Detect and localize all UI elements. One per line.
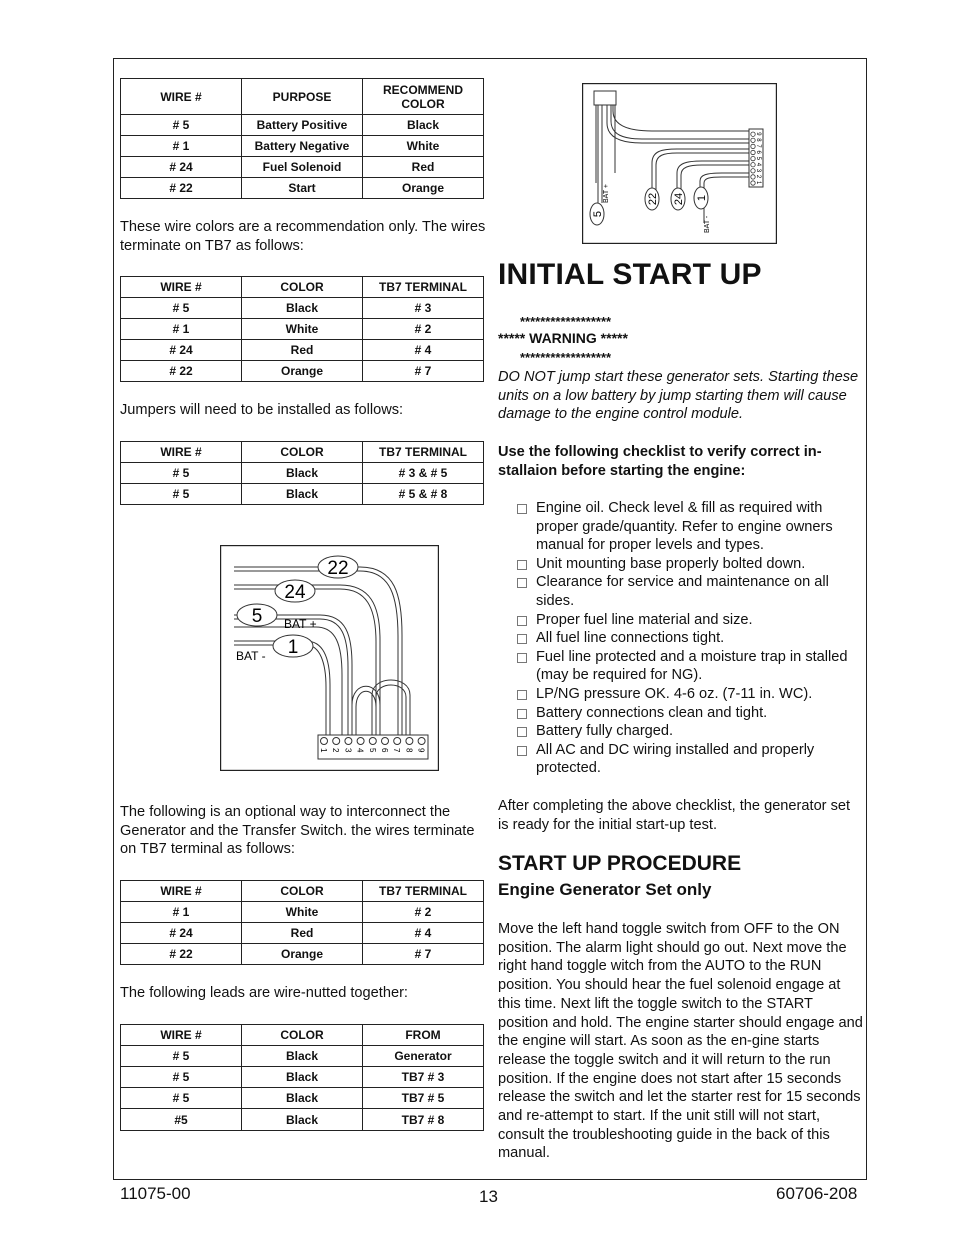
table-row — [121, 298, 484, 319]
table-cell: # 2 — [363, 902, 484, 923]
column-header: FROM — [363, 1025, 484, 1046]
terminal-number: 8 — [755, 138, 761, 142]
diagram1-label-22: 22 — [327, 558, 349, 579]
checkbox-icon — [517, 746, 527, 756]
table-cell: Red — [242, 923, 363, 944]
checkbox-icon — [517, 709, 527, 719]
checklist-item — [516, 704, 866, 723]
table-cell: Black — [242, 463, 363, 484]
terminal-number: 6 — [755, 150, 761, 154]
warning-heading: ***** WARNING ***** — [498, 330, 628, 346]
terminal-screw-icon — [751, 169, 755, 173]
table-row — [121, 115, 484, 136]
optional-interconnect-note: The following is an optional way to interconnect the Generator and the Transfer Switch. the wires terminate on TB7 terminal as follows: — [120, 804, 475, 858]
table-cell: Black — [363, 115, 484, 136]
column-header: RECOMMEND COLOR — [363, 79, 484, 115]
table-cell: # 5 — [121, 1088, 242, 1109]
table-cell: #5 — [121, 1109, 242, 1131]
table-row — [121, 1109, 484, 1131]
terminal-screw-icon — [369, 738, 376, 745]
terminal-screw-icon — [345, 738, 352, 745]
terminal-screw-icon — [751, 156, 755, 160]
checklist-item-text: All fuel line connections tight. — [536, 630, 725, 647]
terminal-screw-icon — [357, 738, 364, 745]
terminal-number: 3 — [755, 168, 761, 173]
table-header-row — [121, 79, 484, 115]
table-cell: # 3 — [363, 298, 484, 319]
terminal-screw-icon — [382, 738, 389, 745]
terminal-number: 2 — [755, 174, 761, 179]
terminal-screw-icon — [333, 738, 340, 745]
table-cell: # 3 & # 5 — [363, 463, 484, 484]
terminal-screw-icon — [418, 738, 425, 745]
column-header: WIRE # — [121, 442, 242, 463]
diagram2-label-5: 5 — [592, 210, 604, 218]
diagram2-label-24: 24 — [673, 192, 685, 206]
column-header: TB7 TERMINAL — [363, 442, 484, 463]
table-cell: # 5 & # 8 — [363, 484, 484, 505]
color-recommendation-note: These wire colors are a recommendation only. The wires terminate on TB7 as follows: — [120, 219, 486, 254]
table-cell: # 24 — [121, 923, 242, 944]
table-row — [121, 136, 484, 157]
checklist-item-text: Battery connections clean and tight. — [536, 704, 768, 721]
jumper-table — [120, 441, 484, 505]
table-cell: # 5 — [121, 298, 242, 319]
table-row — [121, 340, 484, 361]
terminal-number: 7 — [755, 144, 761, 148]
checkbox-icon — [517, 560, 527, 570]
table-row — [121, 361, 484, 382]
diagram1-label-24: 24 — [284, 582, 306, 603]
warning-text: DO NOT jump start these generator sets. Starting these units on a low battery by jump starting them will cause damage to the engine control module. — [498, 369, 859, 423]
terminal-number: 9 — [416, 748, 426, 753]
table-cell: TB7 # 3 — [363, 1067, 484, 1088]
table-cell: TB7 # 8 — [363, 1109, 484, 1131]
table-row — [121, 944, 484, 965]
column-header: COLOR — [242, 442, 363, 463]
checklist-item-text: All AC and DC wiring installed and properly protected. — [536, 741, 815, 777]
table-cell: Black — [242, 1088, 363, 1109]
checklist-item-text: Engine oil. Check level & fill as required with proper grade/quantity. Refer to engine owners manual for proper levels and types. — [536, 500, 833, 554]
terminal-number: 4 — [755, 162, 761, 167]
optional-tb7-table — [120, 880, 484, 965]
table-cell: Black — [242, 1046, 363, 1067]
wire-purpose-table — [120, 78, 484, 199]
table-cell: # 5 — [121, 115, 242, 136]
terminal-screw-icon — [406, 738, 413, 745]
diagram1-bat-minus: BAT - — [236, 649, 266, 663]
table-cell: Orange — [363, 178, 484, 199]
table-row — [121, 463, 484, 484]
table-row — [121, 902, 484, 923]
diagram1-label-5: 5 — [251, 606, 263, 627]
table-cell: TB7 # 5 — [363, 1088, 484, 1109]
after-checklist-text: After completing the above checklist, the generator set is ready for the initial start-up test. — [498, 798, 851, 833]
terminal-screw-icon — [751, 163, 755, 167]
startup-procedure-subtitle: Engine Generator Set only — [498, 880, 712, 899]
table-cell: # 5 — [121, 1046, 242, 1067]
terminal-number: 5 — [755, 156, 761, 160]
table-row — [121, 178, 484, 199]
column-header: WIRE # — [121, 277, 242, 298]
installation-checklist — [516, 499, 866, 778]
terminal-number: 2 — [331, 748, 341, 753]
table-cell: # 4 — [363, 340, 484, 361]
column-header: COLOR — [242, 881, 363, 902]
checklist-item — [516, 611, 866, 630]
checkbox-icon — [517, 690, 527, 700]
table-row — [121, 157, 484, 178]
table-cell: # 5 — [121, 484, 242, 505]
column-header: TB7 TERMINAL — [363, 277, 484, 298]
column-header: COLOR — [242, 1025, 363, 1046]
initial-start-up-title: INITIAL START UP — [498, 258, 762, 291]
wiring-diagram-rotated — [582, 83, 777, 244]
checklist-item — [516, 741, 866, 778]
checklist-item — [516, 722, 866, 741]
table-cell: White — [363, 136, 484, 157]
checkbox-icon — [517, 727, 527, 737]
checklist-item-text: Fuel line protected and a moisture trap in stalled (may be required for NG). — [536, 648, 848, 684]
table-cell: # 22 — [121, 944, 242, 965]
column-header: WIRE # — [121, 881, 242, 902]
table-cell: # 2 — [363, 319, 484, 340]
table-cell: Battery Positive — [242, 115, 363, 136]
terminal-screw-icon — [751, 138, 755, 142]
checklist-item — [516, 555, 866, 574]
checklist-item-text: LP/NG pressure OK. 4-6 oz. (7-11 in. WC). — [536, 685, 813, 702]
table-cell: # 22 — [121, 361, 242, 382]
table-cell: # 7 — [363, 944, 484, 965]
table-cell: # 4 — [363, 923, 484, 944]
checklist-item-text: Clearance for service and maintenance on all sides. — [536, 574, 829, 609]
table-cell: Black — [242, 1067, 363, 1088]
table-cell: # 5 — [121, 463, 242, 484]
table-cell: # 22 — [121, 178, 242, 199]
diagram1-bat-plus: BAT + — [284, 617, 317, 631]
table-header-row — [121, 1025, 484, 1046]
diagram1-label-1: 1 — [287, 637, 299, 658]
table-cell: # 1 — [121, 902, 242, 923]
terminal-screw-icon — [751, 144, 755, 148]
column-header: TB7 TERMINAL — [363, 881, 484, 902]
terminal-screw-icon — [321, 738, 328, 745]
page-number: 13 — [479, 1187, 498, 1206]
table-cell: Black — [242, 1109, 363, 1131]
table-cell: Black — [242, 484, 363, 505]
checklist-item — [516, 573, 866, 610]
column-header: WIRE # — [121, 79, 242, 115]
checklist-item — [516, 685, 866, 704]
table-cell: Start — [242, 178, 363, 199]
table-header-row — [121, 277, 484, 298]
startup-procedure-title: START UP PROCEDURE — [498, 852, 742, 875]
wire-nutted-note: The following leads are wire-nutted together: — [120, 985, 408, 1001]
diagram2-bat-plus: BAT + — [603, 183, 610, 203]
diagram2-label-22: 22 — [647, 192, 659, 206]
checkbox-icon — [517, 578, 527, 588]
table-cell: # 24 — [121, 340, 242, 361]
terminal-screw-icon — [751, 175, 755, 179]
terminal-number: 4 — [355, 748, 365, 753]
warning-stars-bottom: ****************** — [520, 350, 612, 365]
table-cell: Generator — [363, 1046, 484, 1067]
startup-procedure-text: Move the left hand toggle switch from OFF to the ON position. The alarm light should go out. Next move the right hand toggle witch from the AUTO to the RUN position. You should hear the fuel solenoid engage at this time. Next lift the toggle switch to the START position and hold. The engine starter should engage and the engine will start. As soon as the en-gine starts release the toggle switch and it will return to the run position. If the engine does not start after 15 seconds release the switch and let the starter rest for 15 seconds and re-attempt to start. If the unit still will not start, consult the troubleshooting guide in the back of this manual. — [498, 921, 863, 1162]
footer-part-number: 60706-208 — [776, 1184, 858, 1203]
terminal-block-small — [751, 132, 761, 185]
diagram2-label-1: 1 — [696, 194, 708, 202]
table-cell: Orange — [242, 361, 363, 382]
terminal-number: 5 — [367, 748, 377, 753]
checkbox-icon — [517, 616, 527, 626]
table-cell: # 1 — [121, 319, 242, 340]
table-cell: Black — [242, 298, 363, 319]
table-cell: Red — [363, 157, 484, 178]
column-header: COLOR — [242, 277, 363, 298]
checklist-intro: Use the following checklist to verify correct in-stallaion before starting the engine: — [498, 444, 822, 479]
terminal-number: 8 — [404, 748, 414, 753]
table-cell: Red — [242, 340, 363, 361]
table-row — [121, 484, 484, 505]
terminal-screw-icon — [751, 132, 755, 136]
checklist-item-text: Battery fully charged. — [536, 723, 674, 740]
table-row — [121, 1088, 484, 1109]
checklist-item — [516, 629, 866, 648]
column-header: PURPOSE — [242, 79, 363, 115]
table-cell: # 1 — [121, 136, 242, 157]
table-cell: # 24 — [121, 157, 242, 178]
checklist-item-text: Unit mounting base properly bolted down. — [536, 555, 806, 572]
table-cell: White — [242, 902, 363, 923]
checkbox-icon — [517, 504, 527, 514]
table-header-row — [121, 442, 484, 463]
wire-nut-table — [120, 1024, 484, 1131]
checkbox-icon — [517, 653, 527, 663]
terminal-number: 1 — [755, 181, 761, 185]
table-cell: Orange — [242, 944, 363, 965]
table-cell: White — [242, 319, 363, 340]
terminal-number: 3 — [343, 748, 353, 753]
terminal-screw-icon — [751, 181, 755, 185]
table-row — [121, 923, 484, 944]
diagram2-bat-minus: BAT - — [704, 215, 711, 233]
terminal-number: 7 — [392, 748, 402, 753]
table-cell: # 5 — [121, 1067, 242, 1088]
checklist-item — [516, 499, 866, 555]
checklist-item-text: Proper fuel line material and size. — [536, 611, 753, 628]
warning-stars-top: ****************** — [520, 314, 612, 329]
terminal-screw-icon — [751, 150, 755, 154]
wiring-diagram-tb7 — [220, 545, 439, 771]
terminal-number: 6 — [380, 748, 389, 753]
table-cell: Battery Negative — [242, 136, 363, 157]
table-row — [121, 319, 484, 340]
table-row — [121, 1067, 484, 1088]
table-cell: # 7 — [363, 361, 484, 382]
tb7-terminal-table — [120, 276, 484, 382]
checkbox-icon — [517, 634, 527, 644]
terminal-number: 1 — [319, 748, 328, 753]
checklist-item — [516, 648, 866, 685]
terminal-number: 9 — [755, 132, 761, 136]
table-header-row — [121, 881, 484, 902]
jumpers-note: Jumpers will need to be installed as follows: — [120, 402, 404, 418]
column-header: WIRE # — [121, 1025, 242, 1046]
table-row — [121, 1046, 484, 1067]
footer-doc-number: 11075-00 — [120, 1184, 191, 1203]
terminal-screw-icon — [394, 738, 401, 745]
table-cell: Fuel Solenoid — [242, 157, 363, 178]
